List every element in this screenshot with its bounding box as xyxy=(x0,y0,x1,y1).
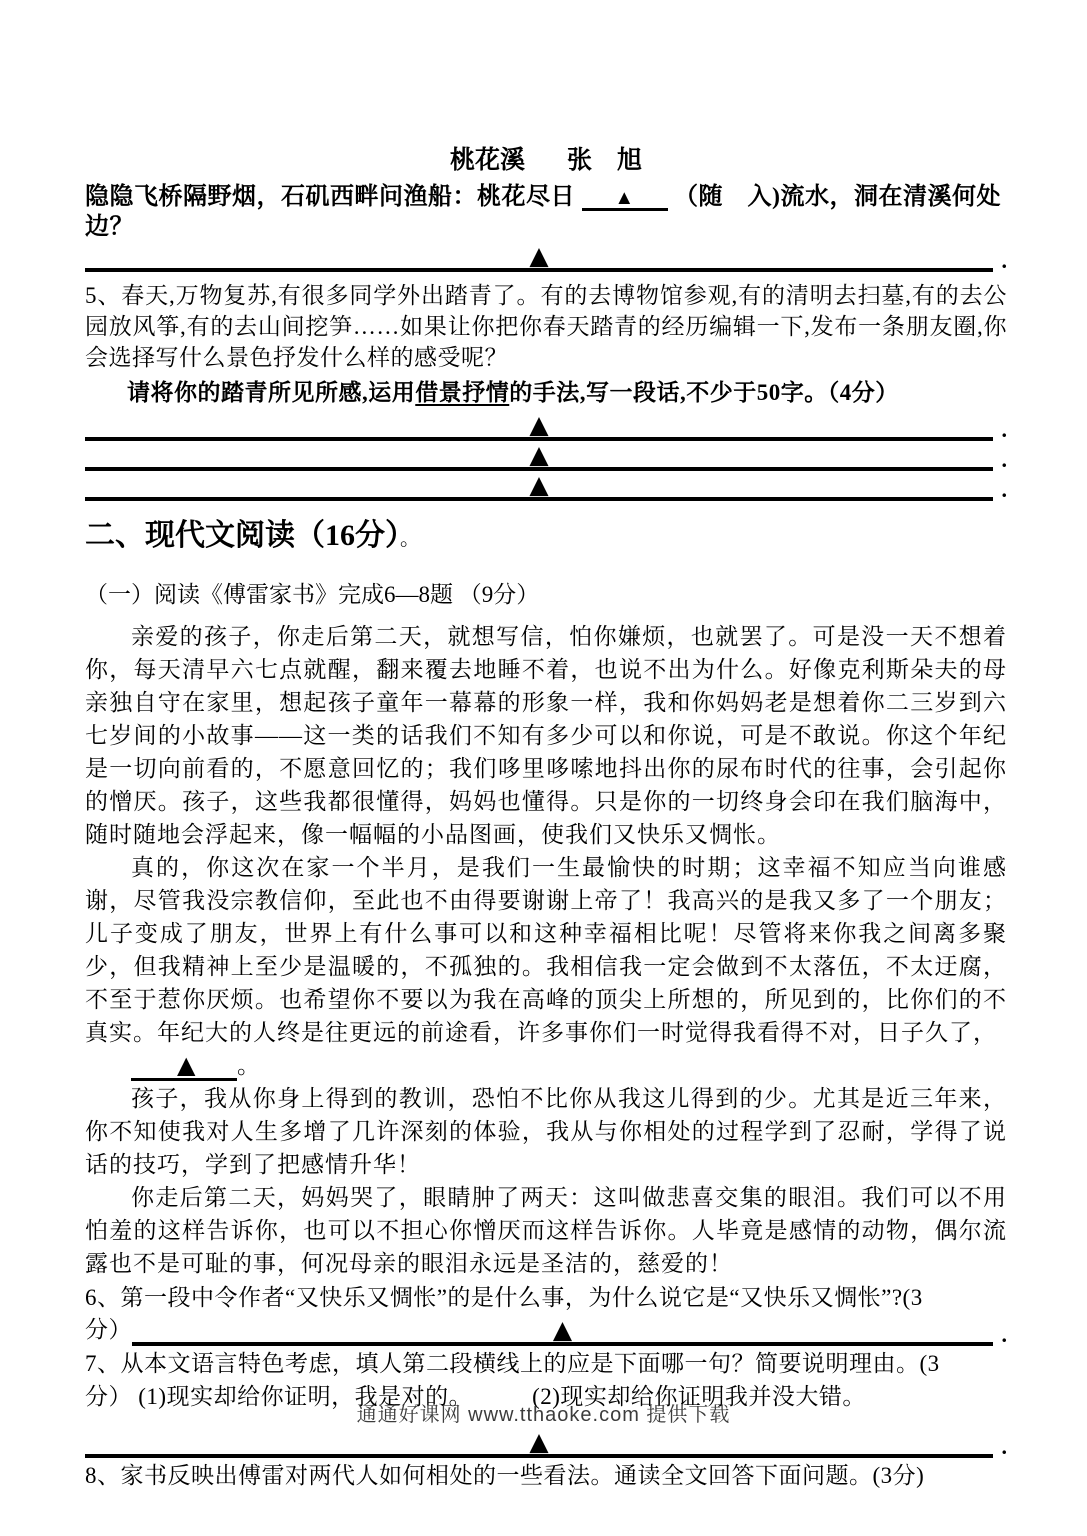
answer-end-dot: . xyxy=(1001,447,1007,472)
answer-end-dot: . xyxy=(1001,417,1007,442)
passage-paragraph-2: 真的，你这次在家一个半月，是我们一生最愉快的时期；这幸福不知应当向谁感谢，尽管我没宗教信仰，至此也不由得要谢谢上帝了！我高兴的是我又多了一个朋友；儿子变成了朋友，世界上有什么事可以和这种幸福相比呢！尽管将来你我之间离多聚少，但我精神上至少是温暖的，不孤独的。我相信我一定会做到不太落伍，不太迂腐，不至于惹你厌烦。也希望你不要以为我在高峰的顶尖上所想的，所见到的，比你们的不真实。年纪大的人终是往更远的前途看，许多事你们一时觉得我看得不对，日子久了， xyxy=(85,855,1007,1045)
fu-lei-letter-passage xyxy=(85,620,1007,1280)
answer-marker-icon: ▲ xyxy=(529,440,549,469)
question-5-instruction xyxy=(85,377,1007,409)
answer-marker-icon: ▲ xyxy=(614,187,635,209)
answer-rule xyxy=(85,242,993,272)
passage-paragraph-1: 亲爱的孩子，你走后第二天，就想写信，怕你嫌烦，也就罢了。可是没一天不想着你，每天清早六七点就醒，翻来覆去地睡不着，也说不出为什么。好像克利斯朵夫的母亲独自守在家里，想起孩子童年一幕幕的形象一样，我和你妈妈老是想着你二三岁到六七岁间的小故事——这一类的话我们不知有多少可以和你说，可是不敢说。你这个年纪是一切向前看的，不愿意回忆的；我们哆里哆嗦地抖出你的尿布时代的往事，会引起你的憎厌。孩子，这些我都很懂得，妈妈也懂得。只是你的一切终身会印在我们脑海中，随时随地会浮起来，像一幅幅的小品图画，使我们又快乐又惆怅。 xyxy=(85,624,1007,847)
poem-fill-blank xyxy=(582,188,668,211)
answer-row-2 xyxy=(85,441,1007,471)
site-watermark-footer: 通通好课网 www.tthaoke.com 提供下载 xyxy=(356,1404,731,1426)
passage-paragraph-4: 你走后第二天，妈妈哭了，眼睛肿了两天：这叫做悲喜交集的眼泪。我们可以不用怕羞的这样告诉你，也可以不担心你憎厌而这样告诉你。人毕竟是感情的动物，偶尔流露也不是可耻的事，何况母亲的眼泪永远是圣洁的，慈爱的！ xyxy=(85,1185,1007,1276)
section-2-heading-suffix: 。 xyxy=(400,528,420,550)
answer-row-3 xyxy=(85,471,1007,501)
question-7-line2-prefix: 分） xyxy=(85,1384,132,1409)
poem-author: 张 旭 xyxy=(567,147,643,174)
answer-marker-icon: ▲ xyxy=(529,241,549,270)
answer-rule xyxy=(85,471,993,501)
answer-marker-icon: ▲ xyxy=(529,1427,549,1456)
poem-line-pre: 隐隐飞桥隔野烟，石矶西畔问渔船：桃花尽日 xyxy=(85,184,575,210)
question-6-line2-prefix: 分） xyxy=(85,1317,132,1342)
answer-end-dot: . xyxy=(1001,1322,1007,1347)
answer-rule xyxy=(132,1316,993,1346)
reading-1-subheading: （一）阅读《傅雷家书》完成6—8题 （9分） xyxy=(85,582,540,607)
question-8-text: 8、家书反映出傅雷对两代人如何相处的一些看法。通读全文回答下面问题。(3分) xyxy=(85,1463,925,1488)
answer-end-dot: . xyxy=(1001,1434,1007,1459)
answer-end-dot: . xyxy=(1001,477,1007,502)
question-7-option-1: (1)现实却给你证明，我是对的。 xyxy=(138,1384,473,1409)
question-5-text: 5、春天,万物复苏,有很多同学外出踏青了。有的去博物馆参观,有的清明去扫墓,有的去公园放风筝,有的去山间挖笋……如果让你把你春天踏青的经历编辑一下,发布一条朋友圈,你会选择写什么景色抒发什么样的感受呢？ xyxy=(85,283,1007,370)
answer-marker-icon: ▲ xyxy=(552,1315,573,1344)
question-7-line1: 7、从本文语言特色考虑，填人第二段横线上的应是下面哪一句？简要说明理由。(3 xyxy=(85,1351,940,1376)
answer-row-1 xyxy=(85,411,1007,441)
poem-line-post: （随 入)流水，洞在清溪何处边？ xyxy=(85,184,1001,240)
answer-marker-icon: ▲ xyxy=(177,1051,197,1079)
section-2-heading xyxy=(85,517,1007,558)
question-5-answer-lines xyxy=(85,411,1007,501)
question-6-line1: 6、第一段中令作者“又快乐又惆怅”的是什么事，为什么说它是“又快乐又惆怅”?(3 xyxy=(85,1285,923,1310)
poem-title: 桃花溪 xyxy=(449,147,525,174)
poem-title-row xyxy=(85,146,1007,176)
answer-end-dot: . xyxy=(1001,248,1007,273)
answer-rule xyxy=(85,1428,993,1458)
question-6-answer-row xyxy=(85,1314,1007,1346)
answer-rule xyxy=(85,411,993,441)
poem-answer-row xyxy=(85,242,1007,272)
section-2-heading-text: 二、现代文阅读（16分） xyxy=(85,519,400,552)
answer-rule xyxy=(85,441,993,471)
passage-fill-blank xyxy=(131,1053,237,1081)
passage-blank-period: 。 xyxy=(237,1053,261,1078)
passage-fill-blank-line xyxy=(85,1049,1007,1082)
poem-line xyxy=(85,182,1007,242)
answer-marker-icon: ▲ xyxy=(529,410,549,439)
question-7-answer-row xyxy=(85,1428,1007,1458)
passage-paragraph-3: 孩子，我从你身上得到的教训，恐怕不比你从我这儿得到的少。尤其是近三年来，你不知使我对人生多增了几许深刻的体验，我从与你相处的过程学到了忍耐，学得了说话的技巧，学到了把感情升华！ xyxy=(85,1086,1007,1177)
exam-content xyxy=(85,146,1007,1492)
instruction-pre: 请将你的踏青所见所感,运用 xyxy=(127,380,416,405)
instruction-post: 的手法,写一段话,不少于50字。（4分） xyxy=(509,380,899,405)
instruction-underlined-term: 借景抒情 xyxy=(415,380,510,405)
question-7-option-2: (2)现实却给你证明我并没大错。 xyxy=(532,1384,866,1409)
answer-marker-icon: ▲ xyxy=(529,470,549,499)
